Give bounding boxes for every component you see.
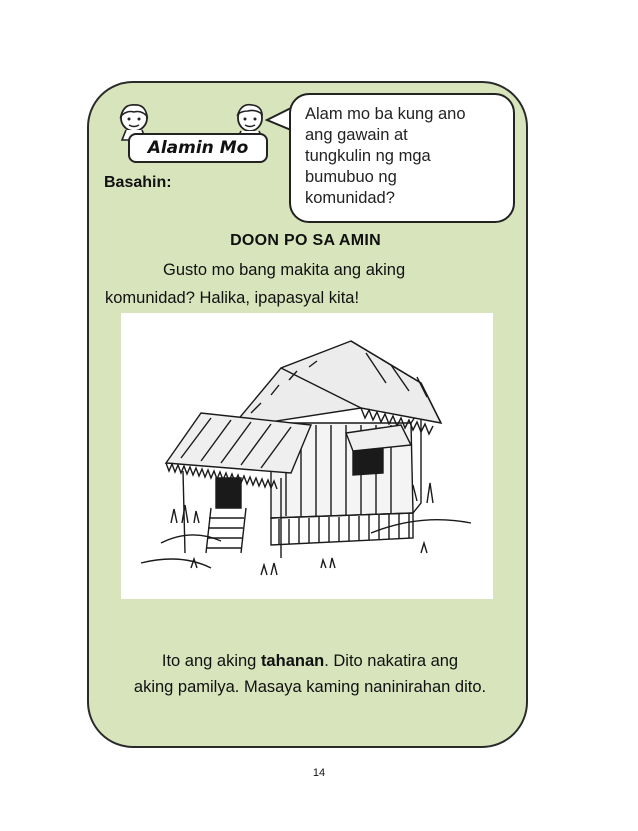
intro-line: Gusto mo bang makita ang aking — [163, 261, 406, 279]
nipa-hut-illustration — [121, 313, 493, 599]
speech-bubble-text — [305, 104, 505, 209]
intro-line: komunidad? Halika, ipapasyal kita! — [105, 289, 360, 307]
section-label: Basahin: — [104, 174, 172, 191]
page-number: 14 — [312, 767, 326, 779]
closing-keyword: tahanan — [260, 652, 325, 670]
nipa-hut-drawing — [121, 313, 493, 599]
closing-line: aking pamilya. Masaya kaming naninirahan dito. — [133, 678, 487, 696]
story-title: DOON PO SA AMIN — [230, 232, 381, 249]
story-intro — [105, 256, 515, 312]
story-closing — [103, 648, 517, 700]
logo-label: Alamin Mo — [128, 133, 268, 163]
bubble-line: ang gawain at — [305, 126, 408, 144]
bubble-line: Alam mo ba kung ano — [305, 105, 466, 123]
alamin-mo-logo — [110, 100, 280, 162]
bubble-line: komunidad? — [305, 189, 395, 207]
closing-text-after: . Dito nakatira ang — [324, 652, 459, 670]
bubble-line: tungkulin ng mga — [305, 147, 431, 165]
closing-text-before: Ito ang aking — [161, 652, 261, 670]
bubble-line: bumubuo ng — [305, 168, 397, 186]
closing-line — [103, 648, 517, 674]
